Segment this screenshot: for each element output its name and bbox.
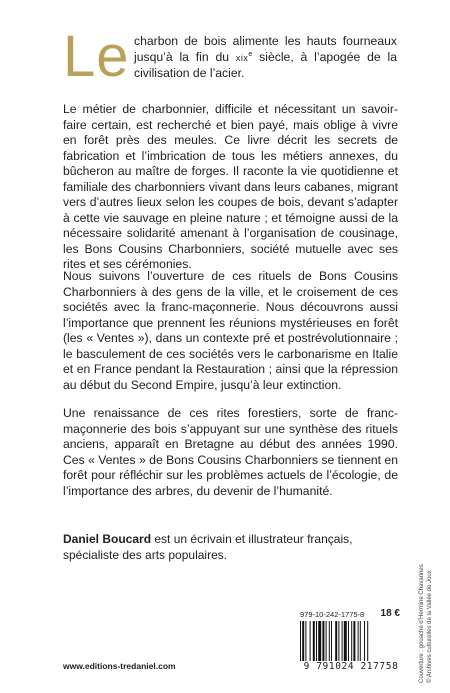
lede-block xyxy=(63,24,397,89)
publisher-website[interactable]: www.editions-tredaniel.com xyxy=(63,661,176,671)
paragraph-rituals: Nous suivons l’ouverture de ces rituels de Bons Cousins Charbonniers à des gens de la ville, et le croisement de ces sociétés avec la franc-maçonnerie. Nous découvrons aussi l’importance que prennent les réunions mystérieuses en forêt (les « Ventes »), dans un contexte pré et postrévolutionnaire ; le basculement de ces sociétés vers le carbonarisme en Italie et en France pendant la Restauration ; ainsi que la répression au début du Second Empire, jusqu’à leur extinction. xyxy=(63,269,398,392)
century-numeral: xix xyxy=(235,52,249,63)
cover-credits xyxy=(418,533,434,683)
author-bio xyxy=(63,532,398,563)
lede-text xyxy=(134,34,397,82)
drop-cap: Le xyxy=(63,24,130,89)
credit-line-illustration: Couverture : gouache d’Hermine Chavannes xyxy=(419,564,425,683)
century-superscript: e xyxy=(248,50,253,58)
isbn-number: 979-10-242-1775-8 xyxy=(300,610,365,619)
credit-line-archives: © Archives culturelles de la Vallée de Joux xyxy=(427,570,433,683)
barcode-digits: 9 791024 217758 xyxy=(296,661,406,672)
lede-text-start: charbon de bois alimente les hauts fourneaux jusqu’à la fin du xyxy=(134,34,397,64)
author-name: Daniel Boucard xyxy=(63,532,152,546)
paragraph-trade: Le métier de charbonnier, difficile et nécessitant un savoir-faire certain, est recherché et bien payé, mais oblige à vivre en forêt près des meules. Ce livre décrit les secrets de fabrication et l’imbrication de tous les métiers annexes, du bûcheron au maître de forges. Il raconte la vie quotidienne et familiale des charbonniers vivant dans leurs cabanes, migrant vers d’autres lieux selon les coupes de bois, devant s’adapter à cette vie sauvage en pleine nature ; et témoigne aussi de la nécessaire solidarité amenant à l’organisation de cousinage, les Bons Cousins Charbonniers, société mutuelle avec ses rites et ses cérémonies. xyxy=(63,102,398,271)
price-label: 18 € xyxy=(380,608,400,619)
paragraph-renaissance: Une renaissance de ces rites forestiers, sorte de franc-maçonnerie des bois s’appuyant sur une synthèse des rituels anciens, apparaît en Bretagne au début des années 1990. Ces « Ventes » de Bons Cousins Charbonniers se tiennent en forêt pour réfléchir sur les problèmes actuels de l’écologie, de l’importance des arbres, du devenir de l’humanité. xyxy=(63,406,398,498)
author-description: est un écrivain et illustrateur français, spécialiste des arts populaires. xyxy=(63,532,353,562)
lede-text-end: siècle, à l’apogée de la civilisation de l’acier. xyxy=(134,49,397,80)
